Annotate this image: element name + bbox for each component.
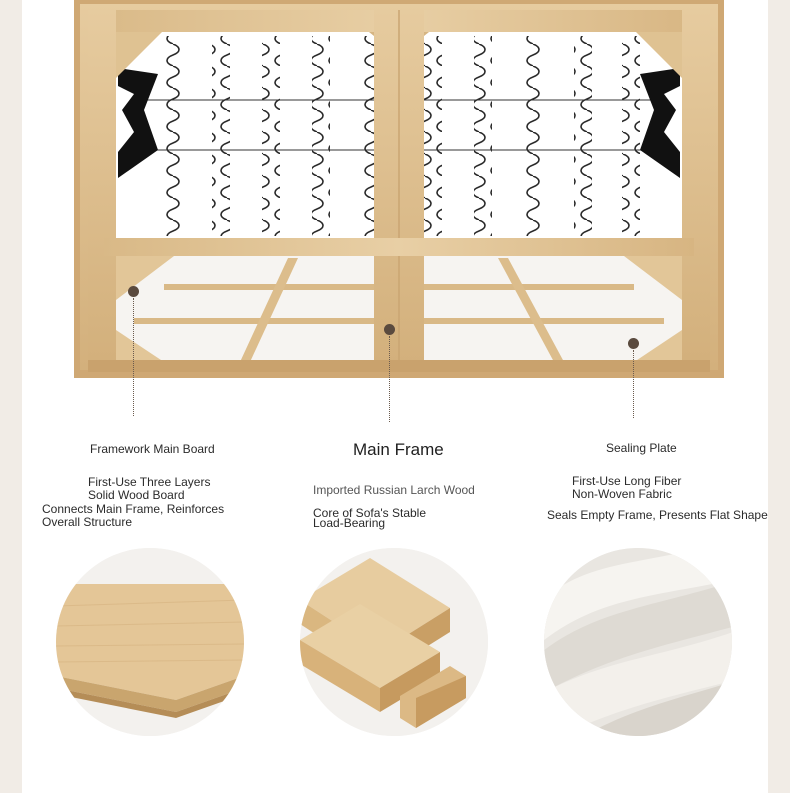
leader-line-main-frame (389, 336, 390, 422)
callout-line: Seals Empty Frame, Presents Flat Shape (547, 508, 768, 522)
callout-line: First-Use Three Layers (88, 475, 211, 489)
callout-line: Load-Bearing (313, 516, 386, 530)
callout-line: Connects Main Frame, Reinforces (42, 502, 225, 516)
callout-line: Non-Woven Fabric (572, 487, 672, 501)
callout-marker-main-frame (384, 324, 395, 335)
larch-beams-image (300, 548, 488, 736)
callout-title-sealing: Sealing Plate (606, 441, 677, 455)
leader-line-sealing (633, 350, 634, 418)
callout-line: First-Use Long Fiber (572, 474, 682, 488)
product-detail-panel (22, 0, 768, 793)
callout-title-main-frame: Main Frame (353, 440, 444, 459)
callout-marker-sealing (628, 338, 639, 349)
callout-line: Imported Russian Larch Wood (313, 483, 475, 497)
plywood-board-image (56, 548, 244, 736)
callout-title-framework: Framework Main Board (90, 442, 215, 456)
callout-marker-framework (128, 286, 139, 297)
non-woven-fabric-image (544, 548, 732, 736)
callout-line: Overall Structure (42, 515, 133, 529)
callout-line: Solid Wood Board (88, 488, 185, 502)
sofa-frame-illustration (74, 0, 724, 378)
leader-line-framework (133, 298, 134, 416)
callout-line: Core of Sofa's Stable (313, 506, 427, 520)
